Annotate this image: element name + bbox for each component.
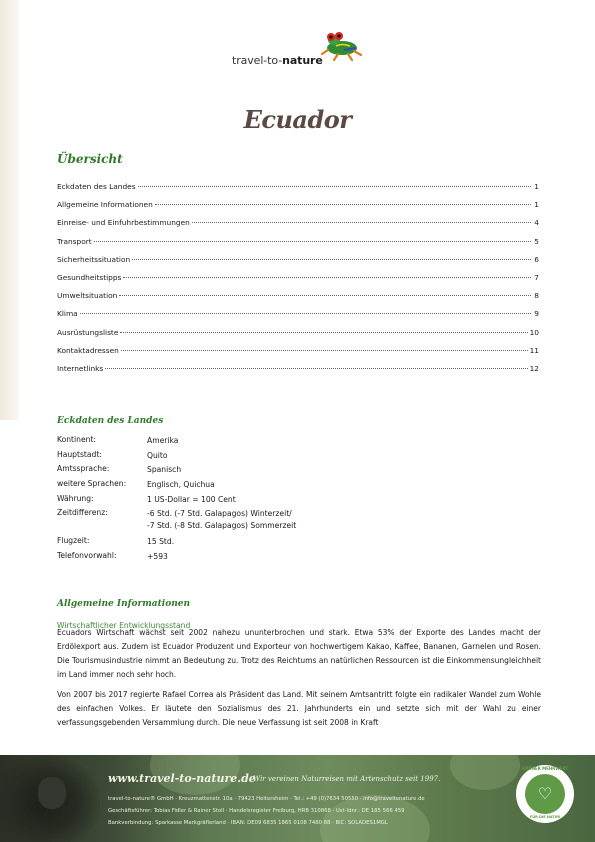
fact-row: Telefonvorwahl: +593 (57, 551, 168, 562)
table-of-contents (57, 182, 539, 382)
fact-row: Kontinent: Amerika (57, 435, 179, 445)
green-value-badge: GRÜNER MEHRWERT ♡ FÜR DIE NATUR (516, 765, 574, 823)
travel-to-nature-logo[interactable] (232, 30, 362, 72)
economy-paragraph: Ecuadors Wirtschaft wächst seit 2002 nahezu ununterbrochen und stark. Etwa 53% der Exporte des Landes macht der Erdölexport aus. Zudem ist Ecuador Produzent und Exporteur von hochwertigem Kakao, Kaffee, Bananen, Garnelen und Rosen. Die Tourismusindustrie nimmt an Bedeutung zu. Trotz des Reichtums an natürlichen Ressourcen ist die Einkommensungleichheit im Land immer noch sehr hoch. (57, 628, 541, 679)
general-info-heading: Allgemeine Informationen (57, 599, 191, 609)
economy-subheading: Wirtschaftlicher Entwicklungsstand (57, 621, 191, 630)
fact-row: Zeitdifferenz: -6 Std. (-7 Std. Galapagos) Winterzeit/ -7 Std. (-8 Std. Galapagos) Sommerzeit (57, 508, 297, 531)
heart-leaf-icon: ♡ (537, 784, 553, 803)
toc-entry[interactable]: Einreise- und Einfuhrbestimmungen 4 (57, 218, 539, 228)
fact-row: Hauptstadt: Quito (57, 449, 168, 460)
footer-company-info: Geschäftsführer: Tobias Fidler & Rainer Stoll · Handelsregister Freiburg, HRB 310868 · Ust-Idnr.: DE 185 566 459 (108, 808, 405, 814)
facts-table (57, 435, 296, 566)
toc-entry[interactable]: Gesundheitstipps 7 (57, 272, 539, 282)
fact-row: Flugzeit: 15 Std. (57, 536, 175, 547)
fact-row: weitere Sprachen: Englisch, Quichua (57, 479, 215, 490)
footer-website-link[interactable]: www.travel-to-nature.de (108, 772, 256, 785)
toc-entry[interactable]: Sicherheitssituation 6 (57, 254, 539, 264)
toc-entry[interactable]: Ausrüstungsliste 10 (57, 327, 539, 337)
fact-row: Amtssprache: Spanisch (57, 464, 182, 475)
footer-address: travel-to-nature® GmbH · Kreuzmattenstr. 10a · 79423 Heitersheim · Tel.: +49 (0)7634 50550 · info@traveltonature.de (108, 796, 425, 802)
toc-entry[interactable]: Klima 9 (57, 309, 539, 319)
politics-paragraph: Von 2007 bis 2017 regierte Rafael Correa als Präsident das Land. Mit seinem Amtsantritt folgte ein radikaler Wandel zum Wohle des einfachen Volkes. Er läutete den Sozialismus des 21. Jahrhunderts ein und setzte sich mit der Wahl zu einer verfassungsgebenden Versammlung durch. Die neue Verfassung ist seit 2008 in Kraft (57, 690, 541, 727)
toc-entry[interactable]: Umweltsituation 8 (57, 291, 539, 301)
footer-banner (0, 755, 595, 842)
toc-entry[interactable]: Allgemeine Informationen 1 (57, 200, 539, 210)
fact-row: Währung: 1 US-Dollar = 100 Cent (57, 493, 236, 504)
footer-bank-info: Bankverbindung: Sparkasse Markgräflerland · IBAN: DE09 6835 1865 0108 7480 88 · BIC: SOLADES1MGL (108, 820, 388, 826)
toc-entry[interactable]: Transport 5 (57, 236, 539, 246)
footer-slogan: Wir vereinen Naturreisen mit Artenschutz seit 1997. (253, 775, 441, 783)
page-title: Ecuador (243, 105, 352, 134)
tree-frog-icon (320, 30, 364, 62)
toc-entry[interactable]: Eckdaten des Landes 1 (57, 182, 539, 191)
facts-heading: Eckdaten des Landes (57, 416, 164, 426)
logo-text: travel-to-nature (232, 54, 323, 67)
overview-heading: Übersicht (57, 152, 123, 166)
toc-entry[interactable]: Kontaktadressen 11 (57, 345, 539, 355)
toc-entry[interactable]: Internetlinks 12 (57, 363, 539, 373)
decorative-side-strip (0, 0, 19, 420)
gorilla-photo (0, 755, 100, 842)
